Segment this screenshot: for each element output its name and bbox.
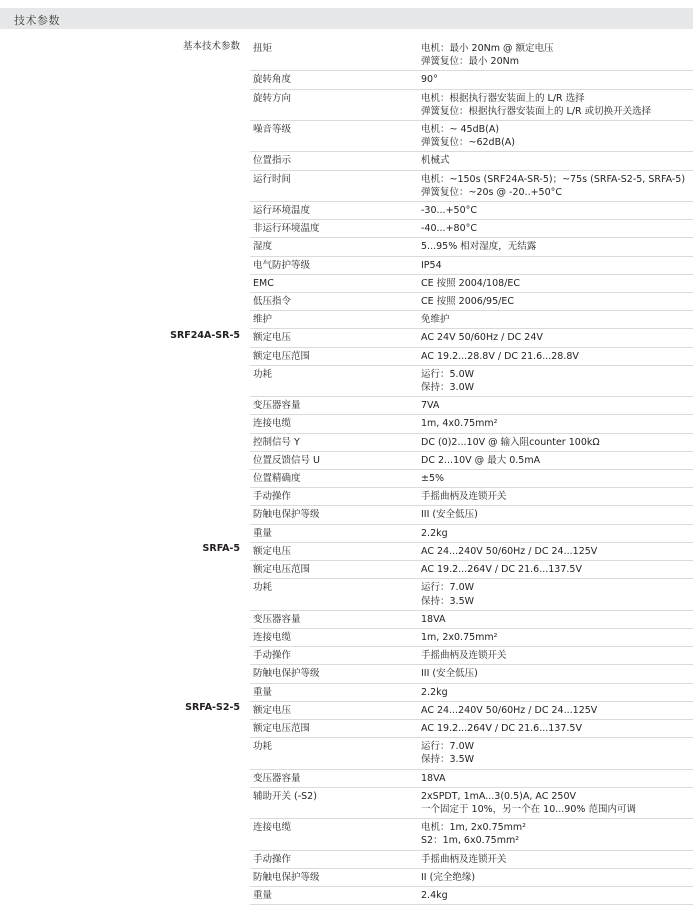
spec-value [418,121,693,152]
table-row [0,683,693,701]
table-row [0,256,693,274]
spec-value-line: 2.2kg [421,686,448,698]
group-label [0,769,250,787]
spec-parameter: 额定电压范围 [250,561,418,579]
spec-value [418,579,693,610]
group-label: 基本技术参数 [182,41,240,52]
spec-value-line: IP54 [421,259,442,271]
spec-value [418,647,693,665]
spec-value-line: 2.2kg [421,527,448,539]
table-row [0,738,693,769]
group-label [0,628,250,646]
spec-parameter: 辅助开关 (-S2) [250,787,418,818]
group-label: SRF24A-SR-5 [170,329,240,341]
spec-parameter: 重量 [250,683,418,701]
spec-value [418,40,693,71]
group-label [0,415,250,433]
group-label [0,397,250,415]
spec-value [418,665,693,683]
table-row [0,274,693,292]
spec-value-line: 1m, 4x0.75mm² [421,418,498,430]
table-row [0,719,693,737]
spec-value [418,220,693,238]
table-row [0,610,693,628]
spec-value-line: CE 按照 2004/108/EC [421,277,521,289]
group-label [0,451,250,469]
spec-value-line: 手摇曲柄及连锁开关 [421,491,507,503]
spec-value [418,683,693,701]
spec-parameter: 连接电缆 [250,628,418,646]
table-row [0,647,693,665]
page-title: 技术参数 [14,14,60,27]
spec-value [418,542,693,560]
spec-parameter: 变压器容量 [250,397,418,415]
group-label [0,610,250,628]
group-label [0,274,250,292]
group-label [0,719,250,737]
table-row [0,347,693,365]
spec-value [418,451,693,469]
table-row [0,579,693,610]
spec-value-line: 弹簧复位：~62dB(A) [421,137,516,149]
table-row [0,850,693,868]
spec-parameter: 噪音等级 [250,121,418,152]
spec-value [418,886,693,904]
spec-parameter: 变压器容量 [250,610,418,628]
spec-parameter: 湿度 [250,238,418,256]
table-row [0,769,693,787]
table-row [0,397,693,415]
group-label [0,238,250,256]
spec-value-line: 18VA [421,613,446,625]
spec-parameter: 非运行环境温度 [250,220,418,238]
spec-parameter: 电气防护等级 [250,256,418,274]
table-row [0,886,693,904]
spec-value-line: -30...+50°C [421,205,478,217]
spec-parameter: 额定电压范围 [250,347,418,365]
spec-value-line: 1m, 2x0.75mm² [421,631,498,643]
group-label [0,819,250,850]
group-label [0,683,250,701]
group-label: SRFA-5 [202,543,240,555]
spec-value-line: S2：1m, 6x0.75mm² [421,835,520,847]
spec-parameter: 低压指令 [250,293,418,311]
spec-value-line: 运行：5.0W [421,368,475,380]
spec-value-line: 90° [421,74,438,86]
spec-value-line: 7VA [421,400,440,412]
spec-value-line: DC (0)2...10V @ 输入阻counter 100kΩ [421,436,600,448]
table-row [0,488,693,506]
spec-value [418,868,693,886]
group-label: SRFA-S2-5 [185,702,240,714]
table-row [0,238,693,256]
spec-value-line: 一个固定于 10%，另一个在 10...90% 范围内可调 [421,803,636,815]
spec-parameter: 额定电压 [250,701,418,719]
spec-value-line: 保持：3.0W [421,382,475,394]
table-row [0,665,693,683]
spec-value-line: 5...95% 相对湿度，无结露 [421,241,537,253]
spec-value [418,850,693,868]
table-row [0,415,693,433]
spec-parameter: 防触电保护等级 [250,868,418,886]
table-row [0,524,693,542]
spec-value-line: 弹簧复位：~20s @ -20..+50°C [421,186,563,198]
spec-value-line: 2.4kg [421,889,448,901]
spec-value [418,71,693,89]
spec-value-line: 保持：3.5W [421,595,475,607]
spec-value-line: 运行：7.0W [421,582,475,594]
group-label [0,256,250,274]
table-row [0,152,693,170]
group-label [0,433,250,451]
table-row [0,329,693,347]
specifications-table [0,40,693,905]
group-label [0,579,250,610]
group-label [0,787,250,818]
table-row [0,71,693,89]
spec-parameter: 位置指示 [250,152,418,170]
spec-value [418,397,693,415]
group-label [0,665,250,683]
group-label [0,220,250,238]
spec-value-line: CE 按照 2006/95/EC [421,296,514,308]
table-row [0,433,693,451]
spec-value [418,524,693,542]
group-label [0,121,250,152]
spec-value-line: 免维护 [421,314,450,326]
group-label [0,71,250,89]
spec-value-line: 电机：1m, 2x0.75mm² [421,822,526,834]
spec-value-line: 弹簧复位：根据执行器安装面上的 L/R 或切换开关选择 [421,105,652,117]
spec-value [418,170,693,201]
spec-value-line: AC 24...240V 50/60Hz / DC 24...125V [421,545,598,557]
spec-value [418,819,693,850]
spec-parameter: 重量 [250,524,418,542]
table-row [0,40,693,71]
table-row [0,293,693,311]
table-row [0,365,693,396]
table-row [0,89,693,120]
group-label [0,365,250,396]
spec-parameter: 防触电保护等级 [250,665,418,683]
spec-value-line: 手摇曲柄及连锁开关 [421,853,507,865]
spec-value [418,787,693,818]
spec-parameter: 位置反馈信号 U [250,451,418,469]
group-label [0,202,250,220]
table-row [0,451,693,469]
spec-parameter: 旋转角度 [250,71,418,89]
spec-value [418,311,693,329]
spec-value [418,433,693,451]
spec-value [418,415,693,433]
spec-value-line: 机械式 [421,155,450,167]
spec-value-line: 电机：~150s (SRF24A-SR-5)；~75s (SRFA-S2-5, SRFA-5) [421,173,686,185]
spec-parameter: 手动操作 [250,647,418,665]
spec-value-line: AC 19.2...264V / DC 21.6...137.5V [421,722,582,734]
spec-value-line: 电机：最小 20Nm @ 额定电压 [421,43,554,54]
spec-value [418,701,693,719]
table-row [0,819,693,850]
spec-value [418,89,693,120]
spec-value [418,293,693,311]
spec-value-line: AC 19.2...28.8V / DC 21.6...28.8V [421,350,579,362]
spec-value [418,238,693,256]
group-label [0,152,250,170]
spec-parameter: 运行时间 [250,170,418,201]
spec-value-line: 运行：7.0W [421,741,475,753]
group-label [0,470,250,488]
table-row [0,868,693,886]
group-label [0,488,250,506]
spec-value [418,610,693,628]
spec-parameter: 功耗 [250,365,418,396]
spec-value [418,347,693,365]
spec-value [418,152,693,170]
spec-value-line: AC 19.2...264V / DC 21.6...137.5V [421,564,582,576]
spec-value [418,488,693,506]
spec-value-line: II (完全绝缘) [421,871,476,883]
spec-value-line: 手摇曲柄及连锁开关 [421,650,507,662]
spec-parameter: EMC [250,274,418,292]
spec-value [418,769,693,787]
spec-parameter: 连接电缆 [250,819,418,850]
spec-value [418,470,693,488]
spec-value-line: -40...+80°C [421,223,478,235]
spec-parameter: 功耗 [250,738,418,769]
table-row [0,506,693,524]
spec-parameter: 旋转方向 [250,89,418,120]
spec-value [418,719,693,737]
spec-value-line: ±5% [421,473,445,485]
spec-value [418,202,693,220]
spec-parameter: 手动操作 [250,488,418,506]
spec-parameter: 连接电缆 [250,415,418,433]
spec-value [418,329,693,347]
spec-parameter: 额定电压 [250,542,418,560]
spec-value-line: AC 24...240V 50/60Hz / DC 24...125V [421,704,598,716]
spec-value [418,274,693,292]
table-row [0,170,693,201]
group-label [0,347,250,365]
spec-parameter: 控制信号 Y [250,433,418,451]
group-label [0,311,250,329]
table-row [0,202,693,220]
table-row [0,701,693,719]
table-row [0,561,693,579]
spec-value-line: 保持：3.5W [421,754,475,766]
table-row [0,220,693,238]
spec-value [418,738,693,769]
table-row [0,542,693,560]
spec-parameter: 防触电保护等级 [250,506,418,524]
group-label [0,524,250,542]
spec-parameter: 运行环境温度 [250,202,418,220]
spec-value-line: 2xSPDT, 1mA...3(0.5)A, AC 250V [421,790,576,802]
spec-value [418,506,693,524]
spec-parameter: 重量 [250,886,418,904]
spec-value [418,256,693,274]
spec-value-line: 电机：根据执行器安装面上的 L/R 选择 [421,92,585,104]
group-label [0,868,250,886]
spec-value-line: AC 24V 50/60Hz / DC 24V [421,332,543,344]
group-label [0,293,250,311]
spec-parameter: 扭矩 [253,43,273,54]
spec-value-line: DC 2...10V @ 最大 0.5mA [421,454,541,466]
group-label [0,561,250,579]
group-label [0,886,250,904]
spec-parameter: 变压器容量 [250,769,418,787]
table-row [0,470,693,488]
spec-parameter: 功耗 [250,579,418,610]
spec-value [418,628,693,646]
spec-value-line: 18VA [421,772,446,784]
group-label [0,738,250,769]
spec-parameter: 位置精确度 [250,470,418,488]
group-label [0,89,250,120]
table-row [0,787,693,818]
group-label [0,647,250,665]
group-label [0,506,250,524]
spec-value [418,365,693,396]
spec-parameter: 额定电压 [250,329,418,347]
spec-value-line: 弹簧复位：最小 20Nm [421,56,519,68]
table-row [0,121,693,152]
spec-value [418,561,693,579]
group-label [0,850,250,868]
spec-parameter: 额定电压范围 [250,719,418,737]
specifications-body [0,40,693,905]
group-label [0,170,250,201]
spec-value-line: III (安全低压) [421,509,478,521]
table-row [0,628,693,646]
table-row [0,311,693,329]
spec-value-line: 电机：~ 45dB(A) [421,124,500,136]
spec-parameter: 维护 [250,311,418,329]
spec-parameter: 手动操作 [250,850,418,868]
spec-value-line: III (安全低压) [421,668,478,680]
section-header-bar [0,8,693,29]
